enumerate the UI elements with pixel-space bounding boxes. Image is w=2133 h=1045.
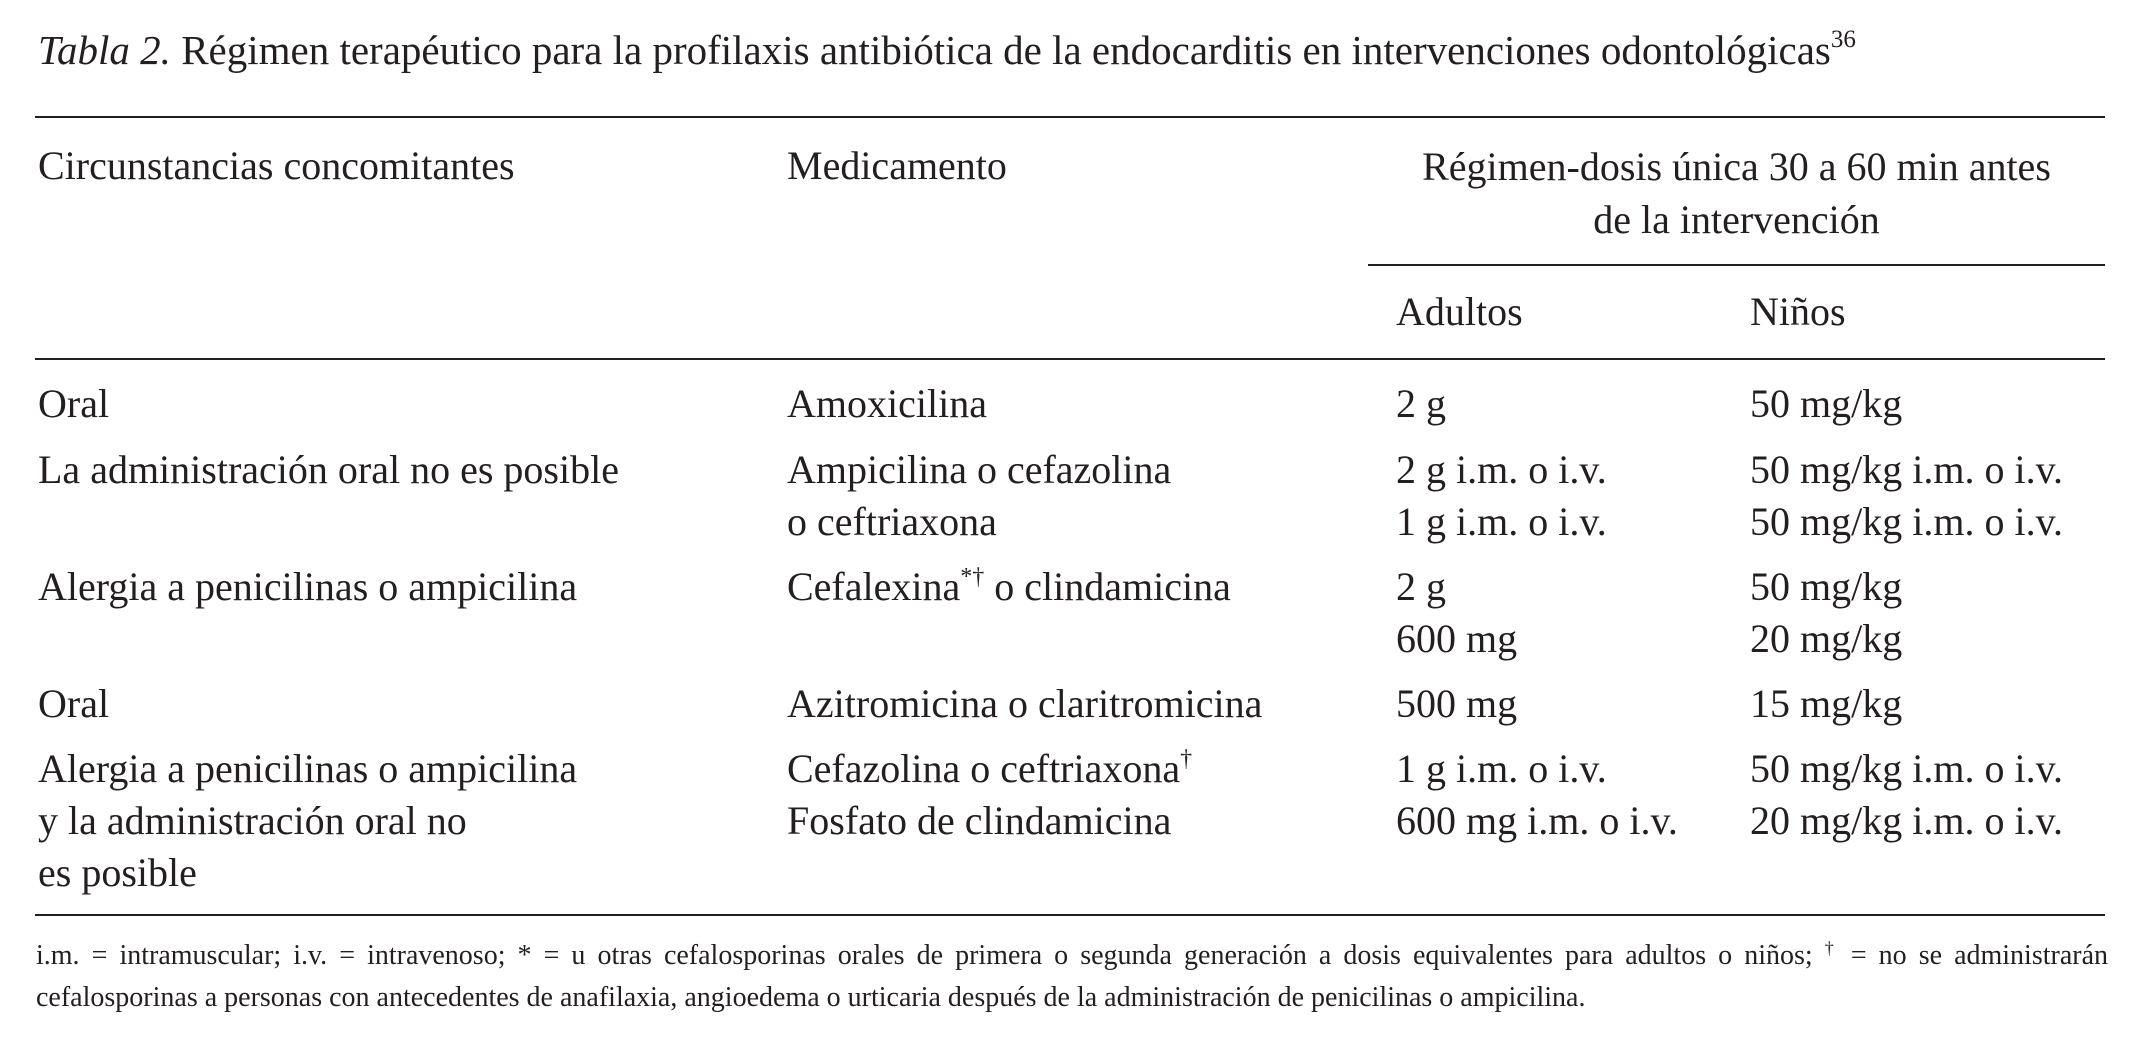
header-ninos: Niños <box>1750 289 1846 334</box>
row4-circunstancia: Oral <box>38 681 110 726</box>
row3-circunstancia: Alergia a penicilinas o ampicilina <box>38 564 578 609</box>
footnote-part1: i.m. = intramuscular; i.v. = intravenoso; * = u otras cefalosporinas orales de primera o segunda generación a dosis equivalentes para adultos o niños; <box>36 940 1825 971</box>
row1-circunstancia: Oral <box>38 381 110 426</box>
row2-medicamento-b: o ceftriaxona <box>787 499 997 544</box>
row5-adultos: 1 g i.m. o i.v. 600 mg i.m. o i.v. <box>1396 746 1678 843</box>
row4-medicamento: Azitromicina o claritromicina <box>787 681 1263 726</box>
table-footnote <box>36 936 2108 1018</box>
row3-ninos: 50 mg/kg 20 mg/kg <box>1750 564 1903 661</box>
table-label: Tabla 2. <box>38 27 171 73</box>
row3-medicamento-rest: o clindamicina <box>984 564 1231 609</box>
row3-medicamento: Cefalexina <box>787 564 961 609</box>
row2-circunstancia: La administración oral no es posible <box>38 447 619 492</box>
reference-number: 36 <box>1830 26 1856 53</box>
header-regimen: Régimen-dosis única 30 a 60 min antes de la intervención <box>1422 144 2051 242</box>
row2-medicamento: Ampicilina o cefazolina <box>787 447 1172 492</box>
row3-medicamento-cell <box>787 561 1231 619</box>
row1-ninos: 50 mg/kg <box>1750 381 1903 426</box>
row5-medicamento: Cefazolina o ceftriaxona <box>787 746 1181 791</box>
row4-adultos: 500 mg <box>1396 681 1518 726</box>
row5-footnote-mark: † <box>1180 746 1193 772</box>
row5-ninos: 50 mg/kg i.m. o i.v. 20 mg/kg i.m. o i.v. <box>1750 746 2063 843</box>
row2-ninos: 50 mg/kg i.m. o i.v. 50 mg/kg i.m. o i.v. <box>1750 447 2063 544</box>
row5-circunstancia: Alergia a penicilinas o ampicilina y la administración oral no es posible <box>38 746 578 895</box>
row4-ninos: 15 mg/kg <box>1750 681 1903 726</box>
header-subgroup-rule <box>1368 264 2105 266</box>
header-medicamento: Medicamento <box>787 143 1007 188</box>
table-bottom-rule <box>35 914 2105 916</box>
header-adultos: Adultos <box>1396 289 1523 334</box>
table-title: Régimen terapéutico para la profilaxis antibiótica de la endocarditis en intervenciones odontológicas <box>170 27 1831 73</box>
footnote-part2: = no se administrarán cefalosporinas a personas con antecedentes de anafilaxia, angioedema o urticaria después de la administración de penicilinas o ampicilina. <box>36 940 2109 1013</box>
header-circunstancias: Circunstancias concomitantes <box>38 143 515 188</box>
row5-medicamento-cell <box>787 743 1192 801</box>
table-caption <box>38 22 1856 85</box>
footnote-dagger: † <box>1824 938 1839 958</box>
row1-medicamento: Amoxicilina <box>787 381 987 426</box>
row1-adultos: 2 g <box>1396 381 1446 426</box>
row3-footnote-marks: *† <box>960 564 985 590</box>
row3-adultos: 2 g 600 mg <box>1396 564 1518 661</box>
table-header-rule <box>35 358 2105 360</box>
row5-medicamento-b: Fosfato de clindamicina <box>787 798 1172 843</box>
table-top-rule <box>35 116 2105 118</box>
row2-adultos: 2 g i.m. o i.v. 1 g i.m. o i.v. <box>1396 447 1607 544</box>
